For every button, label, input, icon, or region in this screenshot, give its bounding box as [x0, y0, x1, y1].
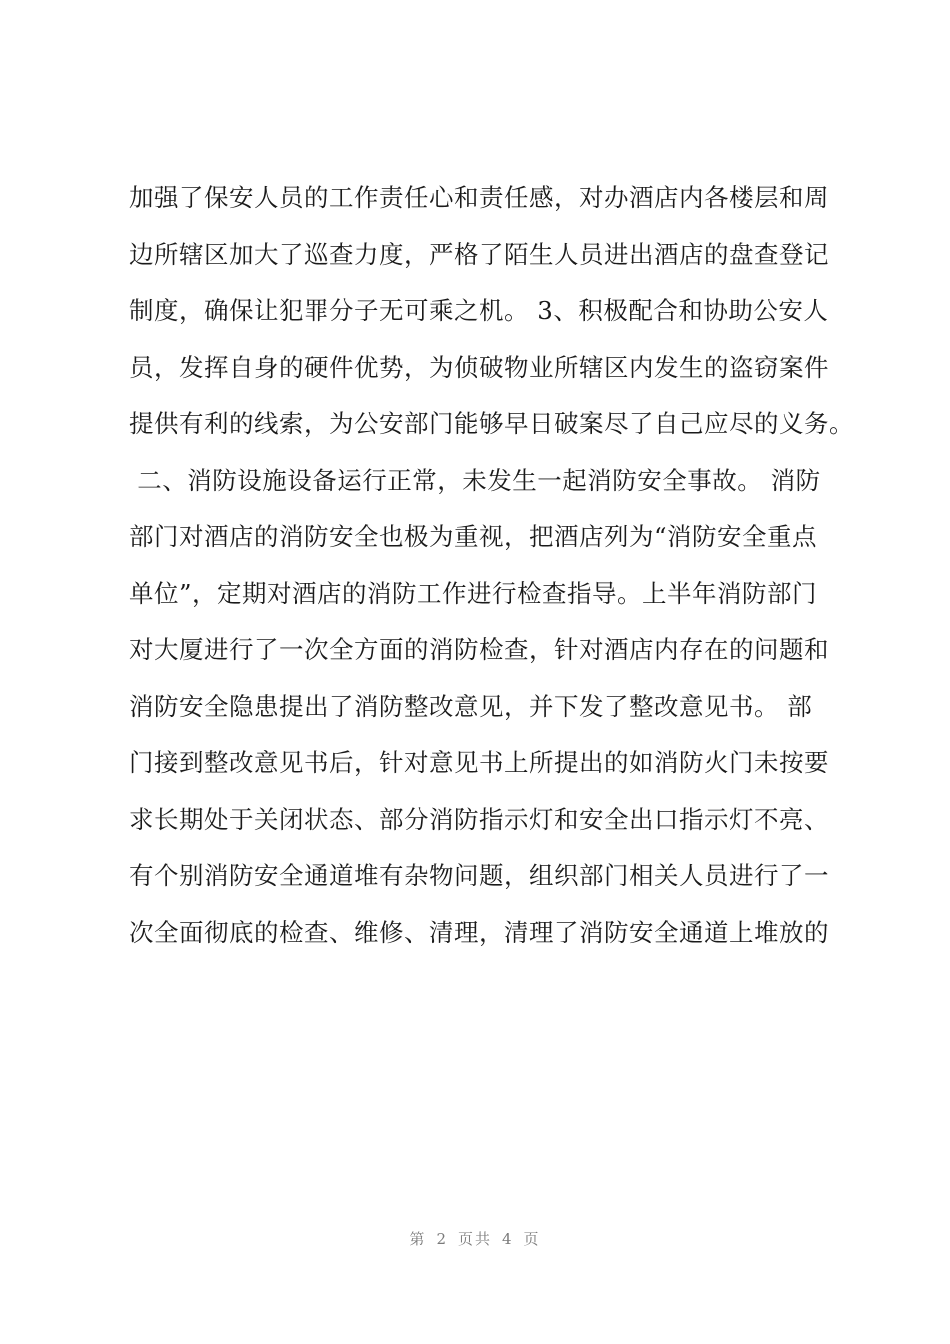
text-line: 制度，确保让犯罪分子无可乘之机。 3、积极配合和协助公安人 — [129, 296, 829, 325]
text-line: 单位”，定期对酒店的消防工作进行检查指导。上半年消防部门 — [129, 578, 818, 608]
page-number: 2 — [436, 1230, 448, 1248]
text-line: 加强了保安人员的工作责任心和责任感，对办酒店内各楼层和周 — [129, 183, 829, 212]
text-line: 次全面彻底的检查、维修、清理，清理了消防安全通道上堆放的 — [129, 917, 829, 947]
text-line: 门接到整改意见书后，针对意见书上所提出的如消防火门未按要 — [129, 748, 829, 777]
page-footer — [0, 1228, 950, 1249]
text-line: 边所辖区加大了巡查力度，严格了陌生人员进出酒店的盘查登记 — [129, 239, 829, 269]
text-line: 员，发挥自身的硬件优势，为侦破物业所辖区内发生的盗窃案件 — [129, 352, 829, 382]
text-line: 二、消防设施设备运行正常，未发生一起消防安全事故。 消防 — [129, 465, 821, 495]
footer-suffix: 页 — [523, 1230, 541, 1248]
text-line: 对大厦进行了一次全方面的消防检查，针对酒店内存在的问题和 — [129, 635, 829, 664]
footer-middle: 页共 — [457, 1230, 492, 1248]
page-total: 4 — [502, 1230, 514, 1248]
text-line: 消防安全隐患提出了消防整改意见，并下发了整改意见书。 部 — [129, 691, 813, 721]
body-text — [129, 170, 854, 961]
footer-prefix: 第 — [409, 1230, 427, 1248]
text-line: 求长期处于关闭状态、部分消防指示灯和安全出口指示灯不亮、 — [129, 804, 829, 834]
text-line: 提供有利的线索，为公安部门能够早日破案尽了自己应尽的义务。 — [129, 409, 854, 438]
text-line: 有个别消防安全通道堆有杂物问题，组织部门相关人员进行了一 — [129, 861, 829, 890]
text-line: 部门对酒店的消防安全也极为重视，把酒店列为“消防安全重点 — [129, 522, 818, 551]
